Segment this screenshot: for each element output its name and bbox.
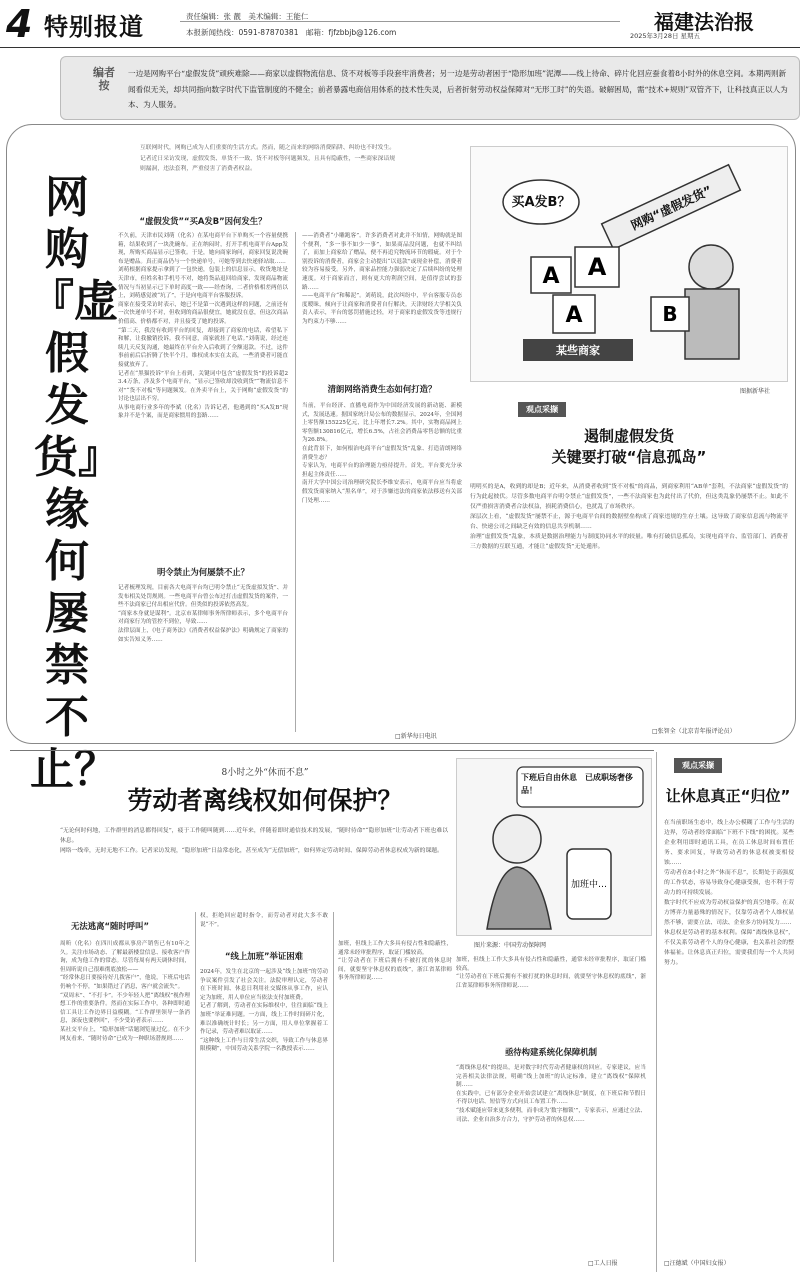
fake-shipping-drawing xyxy=(471,147,787,381)
article2-credit: □工人日报 xyxy=(588,1260,618,1267)
article1-summary: 互联网时代，网购已成为人们重要的生活方式。然而，随之而来的网络消费陷阱、纠纷也不时发生。记者近日采访发现，虚假发货、单货不一致、货不对板等问题频发，且具有隐蔽性，一些商家深谙规则漏洞，违法套利，严重侵害了消费者权益。 xyxy=(140,145,396,172)
article2-title: 劳动者离线权如何保护？ xyxy=(127,786,403,815)
courier-head xyxy=(689,245,733,289)
article2-column-4b: “离线休息权”的提出，是对数字时代劳动者健康权的回应。专家建议，应当完善相关法律法规，明确“线上加班”的认定标准，建立“离线权”保障机制…… 在实践中，已有部分企业开始尝试建立“离线休息”制度，在下班后和节假日不得以电话、短信等方式向员工布置工作…… “技术赋能应带来更多便利，而非成为‘数字枷锁’”，专家表示，应通过立法、司法、企业自治多方合力，守护劳动者的休息权…… xyxy=(456,1065,646,1123)
article2-subhead-2: “线上加班”举证困难 xyxy=(224,951,303,961)
article2-column-3: 加班，但线上工作大多具有侵占性和隐蔽性，通常未经审批程序，取证门槛较高。 “让劳动者在下班后拥有不被打扰的休息时间，就要坚守休息权的底线”，浙江省某律师事务所律师说…… xyxy=(338,941,452,982)
article1-column-2b: 当前，平台经济、直播电商作为中国经济发展的新动能、新模式，发展迅速。据国家统计局公布的数据显示，2024年，全国网上零售额155225亿元，比上年增长7.2%。其中，实物商品网上零售额130816亿元，增长6.5%，占社会消费品零售总额的比重为26.8%。 在此背景下，如何根治电商平台“虚假发货”乱象、打造清朗网络消费生态？ 专家认为，电商平台的治理能力亟待提升。首先，平台要充分承担起主体责任…… 南开大学中国公司治理研究院长李维安表示，电商平台应当将虚假发货商家纳入“黑名单”，对于涉嫌违法的商家依法移送有关部门处理…… xyxy=(302,403,462,504)
bubble-text: 买A发B？ xyxy=(511,195,571,210)
article1-subhead-1: “虚假发货”“买A发B”因何发生？ xyxy=(139,216,267,226)
article2-column-1: 周昕（化名）在四川成都从事房产销售已有10年之久。关注市场动态、了解最新楼盘信息、接收客户咨询，成为他工作的常态。尽管每周有两天调休时间，但周昕说自己很难彻底放松—— “经常休息日要接待好几拨客户”，他说，下班后电话仍响个不停，“如果错过了消息，客户就会流失”。 “双周末”、“不打卡”。不少年轻人把“离线权”视作理想工作的重要条件。然而在实际工作中，各种即时通信工具让工作边界日益模糊。“工作群里领导一条消息，深夜也要秒回”，不少受访者表示…… 某社交平台上，“隐形加班”话题浏览量过亿。在不少网友看来，“随时待命”已成为一种职场潜规则…… xyxy=(60,941,190,1042)
viewpoint2-tag: 观点采撷 xyxy=(674,758,722,773)
article2-column-2-top: 权，拒绝回应超时指令，而劳动者对此大多不敢说“不”。 xyxy=(200,913,328,928)
article1-column-2a: ——消费者“小雕跑客”。许多消费者对此并不知情，网购就是图个便利，“多一事不如少一事”，如果商品没问题，也就不纠结了，而加上商家给了赠品，便不再追究物流环节的瑕疵。对于个别投诉的消费者，商家会主动提出“以退款”或现金补偿，消费者较为容易接受。另外，商家品控能力强弱决定了后续纠纷的处理速度。对于商家而言，则有更大的利润空间，是值得尝试的套路…… ——电商平台“和稀泥”。刘萌说，此次纠纷中，平台客服专员态度暧昧，倾向于让商家和消费者自行解决。天津财经大学相关负责人表示，平台的惩罚措施过轻，对于商家的虚假发货等违规行为约束力不够…… xyxy=(302,233,462,325)
screen-text: 下班后自由休息 已成职场奢侈品！ xyxy=(521,773,633,795)
illustration-overtime xyxy=(456,758,652,936)
section-title: 特别报道 xyxy=(44,13,144,41)
column-divider xyxy=(295,232,296,732)
viewpoint2-body: 在当前职场生态中，线上办公模糊了工作与生活的边界，劳动者经常面临“下班不下线”的困扰。某些企业利用即时通讯工具，在员工休息时间布置任务、要求回复，导致劳动者的休息权被变相侵蚀…… 劳动者在8小时之外“休而不息”，长期处于高强度的工作状态，容易导致身心健康受损，也不利于劳动力的可持续发展。 数字时代不应成为劳动权益保护的真空地带。在双方博弈力量悬殊的情况下，仅靠劳动者个人维权显然不够，需要立法、司法、企业多方协同发力…… 休息权是劳动者的基本权利。保障“离线休息权”，不仅关系劳动者个人的身心健康，也关系社会的整体福祉。让休息真正归位，需要我们每一个人共同努力。 xyxy=(664,820,794,966)
illustration-fake-shipping xyxy=(470,146,788,382)
viewpoint1-title-line1: 遏制虚假发货 xyxy=(583,427,674,445)
page-number: 4 xyxy=(6,2,33,46)
article2-kicker: 8小时之外“休而不息” xyxy=(221,768,309,778)
viewpoint2-title: 让休息真正“归位” xyxy=(665,787,791,805)
illustration1-credit: 图据新华社 xyxy=(740,388,771,395)
shipping-sign xyxy=(602,165,741,250)
column-divider-3 xyxy=(333,912,334,1262)
box-a-1-letter: A xyxy=(542,264,560,289)
smartphone-text: 加班中… xyxy=(570,880,608,890)
header-divider xyxy=(180,21,620,22)
box-a-2-letter: A xyxy=(587,253,607,281)
worker-body xyxy=(487,867,551,929)
viewpoint1-tag: 观点采撷 xyxy=(518,402,566,417)
issue-date: 2025年3月28日 星期五 xyxy=(630,32,701,40)
viewpoint1-title-line2: 关键要打破“信息孤岛” xyxy=(551,448,707,466)
viewpoint2-credit: □汪德斌（中国妇女报） xyxy=(664,1260,730,1267)
editor-note-tag: 编者按 xyxy=(93,66,115,92)
article1-title: 网购『虚假发货』缘何屡禁不止？ xyxy=(30,172,118,795)
courier-body xyxy=(685,289,739,359)
sign-text: 网购“虚假发货” xyxy=(628,183,715,233)
column-divider-2 xyxy=(195,912,196,1262)
viewpoint2-divider xyxy=(656,752,657,1272)
viewpoint1-body: 明明买的是A，收到的却是B；近年来，从消费者收到“货不对板”的商品，到商家利用“AB单”套利，不法商家“虚假发货”的行为此起彼伏。尽管多数电商平台明令禁止“虚假发货”，一些不法商家也为此付出了代价，但这类乱象仍屡禁不止。如此不仅严重损害消费者合法权益，损耗消费信心，也扰乱了市场秩序。 深层次上看，“虚假发货”屡禁不止，源于电商平台间的数据壁垒构成了商家违规的生存土壤。这导致了商家信息流与物流平台、快递公司之间缺乏有效的信息共享机制…… 治理“虚假发货”乱象，本质是数据治理能力与制度协同水平的较量。唯有打破信息孤岛，实现电商平台、监管部门、消费者三方数据的互联互通，才能让“虚假发货”无处遁形。 xyxy=(470,484,788,550)
editors-line: 责任编辑：张 靓 美术编辑：王能仁 xyxy=(186,12,309,21)
box-b-letter: B xyxy=(662,302,678,326)
article2-column-2: 2024年，发生在北京的一起涉及“线上加班”的劳动争议案件引发了社会关注。法院审理认定，劳动者在下班时间、休息日利用社交媒体从事工作，应认定为加班，用人单位应当依法支付加班费。 记者了解到，劳动者在实际维权中，往往面临“线上加班”举证难问题。一方面，线上工作时间碎片化，难以准确统计时长；另一方面，用人单位掌握着工作记录，劳动者难以取证…… “这种线上工作与日常生活交织，导致工作与休息界限模糊”，中国劳动关系学院一名教授表示…… xyxy=(200,969,328,1053)
overtime-drawing xyxy=(457,759,651,935)
worker-head xyxy=(493,815,541,863)
section-divider xyxy=(10,750,654,751)
illustration2-caption: 图片来源：中国劳动保障网 xyxy=(474,942,547,949)
merchant-label: 某些商家 xyxy=(556,344,600,357)
article2-subhead-3: 亟待构建系统化保障机制 xyxy=(504,1047,598,1057)
article1-subhead-3: 清朗网络消费生态如何打造？ xyxy=(327,384,437,394)
box-a-3-letter: A xyxy=(565,303,583,328)
article2-lead: “无论何时何地，工作群里的消息都得回复”，疲于工作随叫随到……近年来，伴随着即时通信技术的发展，“随时待命”“隐形加班”让劳动者下班也难以休息。 网络一线牵，无时无地不工作。记者采访发现，“隐形加班”日益常态化，甚至成为“无偿加班”，如何界定劳动时间、保障劳动者休息权成为新的课题。 xyxy=(60,828,448,854)
viewpoint1-credit: □张智全（北京青年报评论员） xyxy=(652,728,736,735)
contact-line: 本报新闻热线：0591-87870381 邮箱：fjfzbbjb@126.com xyxy=(186,28,397,37)
editor-note-text: 一边是网购平台“虚假发货”顽疾难除——商家以虚假物流信息、货不对板等手段套牢消费者；另一边是劳动者困于“隐形加班”泥潭——线上待命、碎片化回应蚕食着8小时外的休息空间。本期两则新闻看似无关，却共同指向数字时代下监管制度的不健全；前者暴露电商信用体系的技术性失灵，后者折射劳动权益保障对“无形工时”的失语。破解困局，需“技术+规则”双管齐下，让科技真正以人为本、为人服务。 xyxy=(128,69,788,109)
article1-column-1b: 记者梳理发现，目前各大电商平台均已明令禁止“无货虚拟发货”、并发布相关处罚规则。一些电商平台曾公布过打击虚假发货的案件，一些不法商家已付出相应代价。但类似的投诉依然高发。 “商家本身就是谋利”。北京市某律师事务所律师表示，多个电商平台对商家行为的管控不到位，导致…… 法律层面上，《电子商务法》《消费者权益保护法》明确规定了商家的如实告知义务…… xyxy=(118,585,288,643)
article2-column-4a: 加班，但线上工作大多具有侵占性和隐蔽性，通常未经审批程序，取证门槛较高。 “让劳动者在下班后拥有不被打扰的休息时间，就要坚守休息权的底线”，浙江省某律师事务所律师说…… xyxy=(456,957,646,989)
article2-subhead-1: 无法逃离“随时呼叫” xyxy=(70,921,149,931)
newspaper-logo: 福建法治报 xyxy=(654,10,754,34)
article1-column-1a: 不久前，天津市民刘萌（化名）在某电商平台下单购买一个容量便携箱，结果收到了一块洗碗布。正在纳闷时，打开手机电商平台App发现，所购买商品显示已签收。于是，她向商家询问，商家回复说洗碗布是赠品。真正商品仍与一个快递单号，可她等到去快递驿站取…… 刘萌根据商家提示拿到了一包快递，包装上的信息显示，收货地址是天津市，但姓名和手机号不对，她将货品退回给商家，发现商品物流情况与当初显示已下单时高度一致——经查询，二者价格相差两倍以上，刘萌感觉被“坑了”，于是向电商平台客服投诉。 商家在接受采访时表示，她已不是第一次遇到这样的问题，之前还有一次快递单号不对，但收到的商品很便宜，她就没在意，但这次商品价值高、价格都不对，并且接受了她的投诉。 “第二天，我没有收到平台的回复，却接到了商家的电话，希望私下和解，让我撤销投诉。我不同意，商家就挂了电话。”刘萌说，经过连续几天反复沟通，她最终在平台介入后收到了全额退款。不过，这件事前前后后折腾了快半个月，维权成本实在太高，一些消费者可能直接就放弃了。 记者在“黑猫投诉”平台上看到，关键词中包含“虚假发货”的投诉超23.4万条，涉及多个电商平台，“显示已签收却没收到货”“物流信息不对”“货不对板”等问题频发。在外卖平台上，关于网购“虚假发货”的讨论也层出不穷。 从事电商行业多年的李斌（化名）告诉记者，他遇到的“买A发B”现象并不是个案，而是商家惯用的套路…… xyxy=(118,233,288,420)
article1-subhead-2: 明令禁止为何屡禁不止？ xyxy=(156,567,250,577)
article1-credit: □新华每日电讯 xyxy=(395,733,437,740)
